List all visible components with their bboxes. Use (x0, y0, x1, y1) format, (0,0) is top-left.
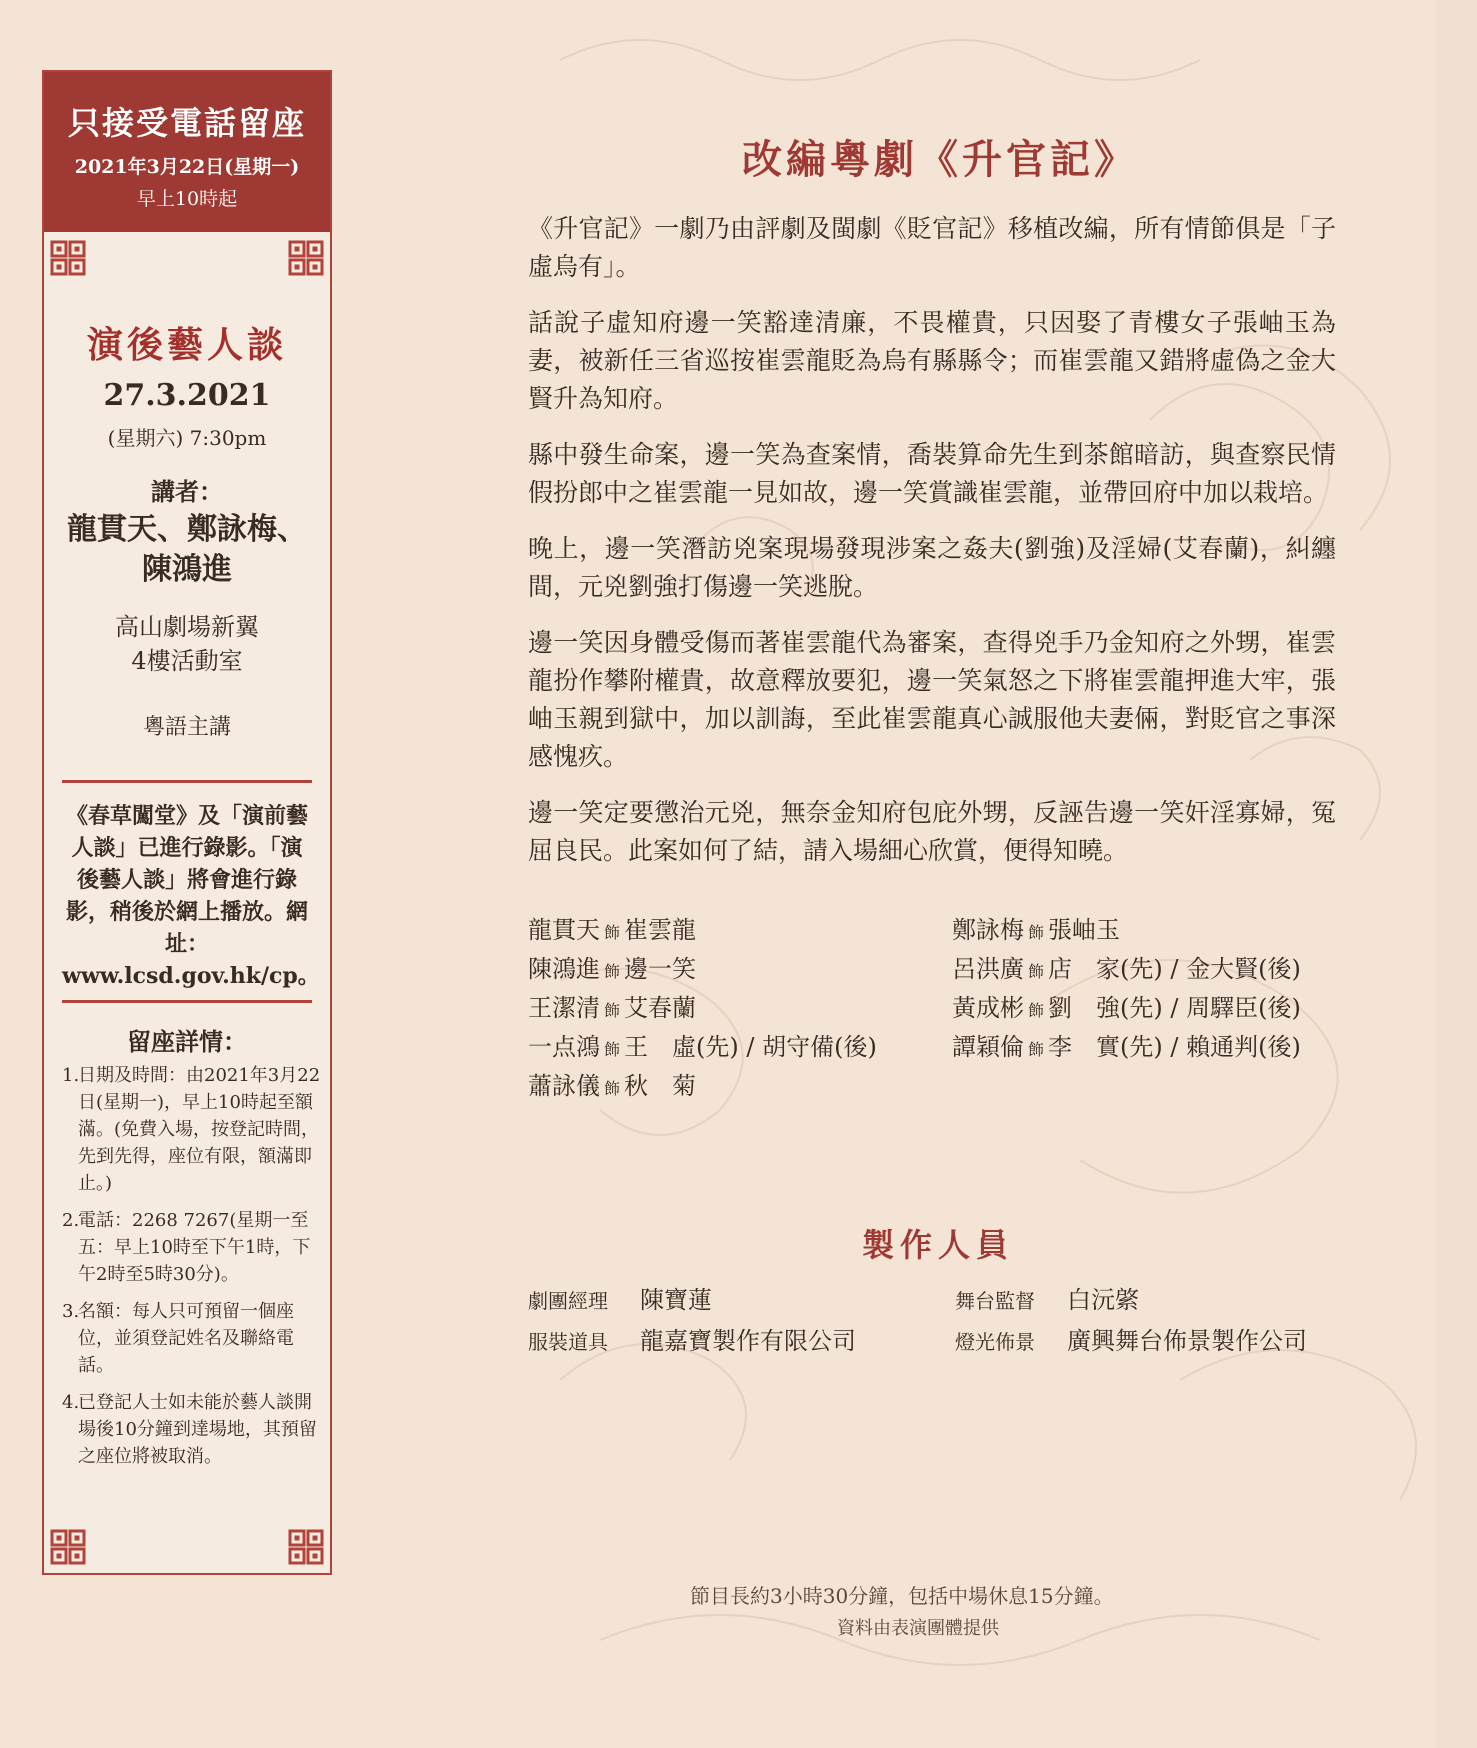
duration-note: 節目長約3小時30分鐘，包括中場休息15分鐘。 (690, 1584, 1114, 1608)
corner-ornament-icon (288, 240, 324, 276)
list-item: 4. 已登記人士如未能於藝人談開場後10分鐘到達場地，其預留之座位將被取消。 (62, 1392, 317, 1467)
cast-row: 陳鴻進 飾 邊一笑 (528, 955, 697, 983)
cast-row: 譚穎倫 飾 李 實(先) / 賴通判(後) (952, 1033, 1301, 1061)
synopsis-paragraph: 話說子虛知府邊一笑豁達清廉，不畏權貴，只因娶了青樓女子張岫玉為妻，被新任三省巡按崔雲龍貶為烏有縣縣令；而崔雲龍又錯將虛偽之金大賢升為知府。 (528, 308, 1336, 413)
phone-reservation-banner (44, 72, 330, 232)
list-item: 3. 名額：每人只可預留一個座位，並須登記姓名及聯絡電話。 (62, 1301, 294, 1376)
list-item: 2. 電話：2268 7267(星期一至五：早上10時至下午1時，下午2時至5時30分)。 (62, 1210, 311, 1285)
cast-row: 王潔清 飾 艾春蘭 (528, 994, 697, 1022)
synopsis-paragraph: 《升官記》一劇乃由評劇及閩劇《貶官記》移植改編，所有情節俱是「子虛烏有」。 (528, 214, 1336, 281)
talk-day-time: (星期六) 7:30pm (107, 426, 267, 450)
language-note: 粵語主講 (142, 715, 231, 740)
production-row: 服裝道具 龍嘉寶製作有限公司 (528, 1327, 856, 1355)
sidebar-panel (42, 70, 332, 1575)
cast-row: 蕭詠儀 飾 秋 菊 (528, 1072, 697, 1100)
list-item: 1. 日期及時間：由2021年3月22日(星期一)，早上10時起至額滿。(免費入場，按登記時間，先到先得，座位有限，額滿即止。) (62, 1065, 321, 1194)
corner-ornament-icon (288, 1529, 324, 1565)
reservation-list (62, 1062, 322, 1480)
synopsis-paragraph: 縣中發生命案，邊一笑為查案情，喬裝算命先生到茶館暗訪，與查察民情假扮郎中之崔雲龍一見如故，邊一笑賞識崔雲龍，並帶回府中加以栽培。 (528, 440, 1336, 507)
page-title: 改編粵劇《升官記》 (742, 136, 1138, 183)
talk-heading: 演後藝人談 (86, 324, 287, 366)
divider (62, 780, 312, 783)
production-row: 燈光佈景 廣興舞台佈景製作公司 (955, 1327, 1307, 1355)
talk-date: 27.3.2021 (103, 378, 271, 413)
production-list-right (955, 1280, 1307, 1362)
banner-date: 2021年3月22日(星期一) (74, 156, 300, 178)
synopsis (528, 210, 1336, 888)
production-list-left (528, 1280, 856, 1362)
synopsis-paragraph: 邊一笑定要懲治元兇，無奈金知府包庇外甥，反誣告邊一笑奸淫寡婦，冤屈良民。此案如何了結，請入場細心欣賞，便得知曉。 (528, 798, 1336, 865)
divider (62, 1000, 312, 1003)
synopsis-paragraph: 邊一笑因身體受傷而著崔雲龍代為審案，查得兇手乃金知府之外甥，崔雲龍扮作攀附權貴，故意釋放要犯，邊一笑氣怒之下將崔雲龍押進大牢，張岫玉親到獄中，加以訓誨，至此崔雲龍真心誠服他夫妻倆，對貶官之事深感愧疚。 (528, 628, 1336, 771)
cast-column-right (952, 912, 1301, 1068)
venue: 高山劇場新翼 4樓活動室 (115, 613, 259, 675)
source-note: 資料由表演團體提供 (837, 1618, 999, 1639)
cast-row: 鄭詠梅 飾 張岫玉 (952, 916, 1121, 944)
banner-title: 只接受電話留座 (67, 104, 306, 142)
cast-row: 黃成彬 飾 劉 強(先) / 周驛臣(後) (952, 994, 1301, 1022)
cast-row: 呂洪廣 飾 店 家(先) / 金大賢(後) (952, 955, 1301, 983)
cast-row: 龍貫天 飾 崔雲龍 (528, 916, 697, 944)
speaker-list: 龍貫天、鄭詠梅、 陳鴻進 (67, 512, 307, 587)
recording-note: 《春草闖堂》及「演前藝人談」已進行錄影。「演後藝人談」將會進行錄影，稍後於網上播放。網址：www.lcsd.gov.hk/cp。 (62, 803, 320, 989)
cast-row: 一点鴻 飾 王 虛(先) / 胡守備(後) (528, 1033, 877, 1061)
cast-column-left (528, 912, 877, 1107)
synopsis-paragraph: 晚上，邊一笑潛訪兇案現場發現涉案之姦夫(劉強)及淫婦(艾春蘭)，糾纏間，元兇劉強打傷邊一笑逃脫。 (528, 534, 1336, 601)
corner-ornament-icon (50, 240, 86, 276)
banner-time: 早上10時起 (136, 188, 238, 210)
corner-ornament-icon (50, 1529, 86, 1565)
production-row: 劇團經理 陳寶蓮 (528, 1286, 712, 1314)
speaker-label: 講者： (151, 477, 223, 506)
production-row: 舞台監督 白沅綮 (955, 1286, 1139, 1314)
reservation-title: 留座詳情： (127, 1027, 247, 1056)
